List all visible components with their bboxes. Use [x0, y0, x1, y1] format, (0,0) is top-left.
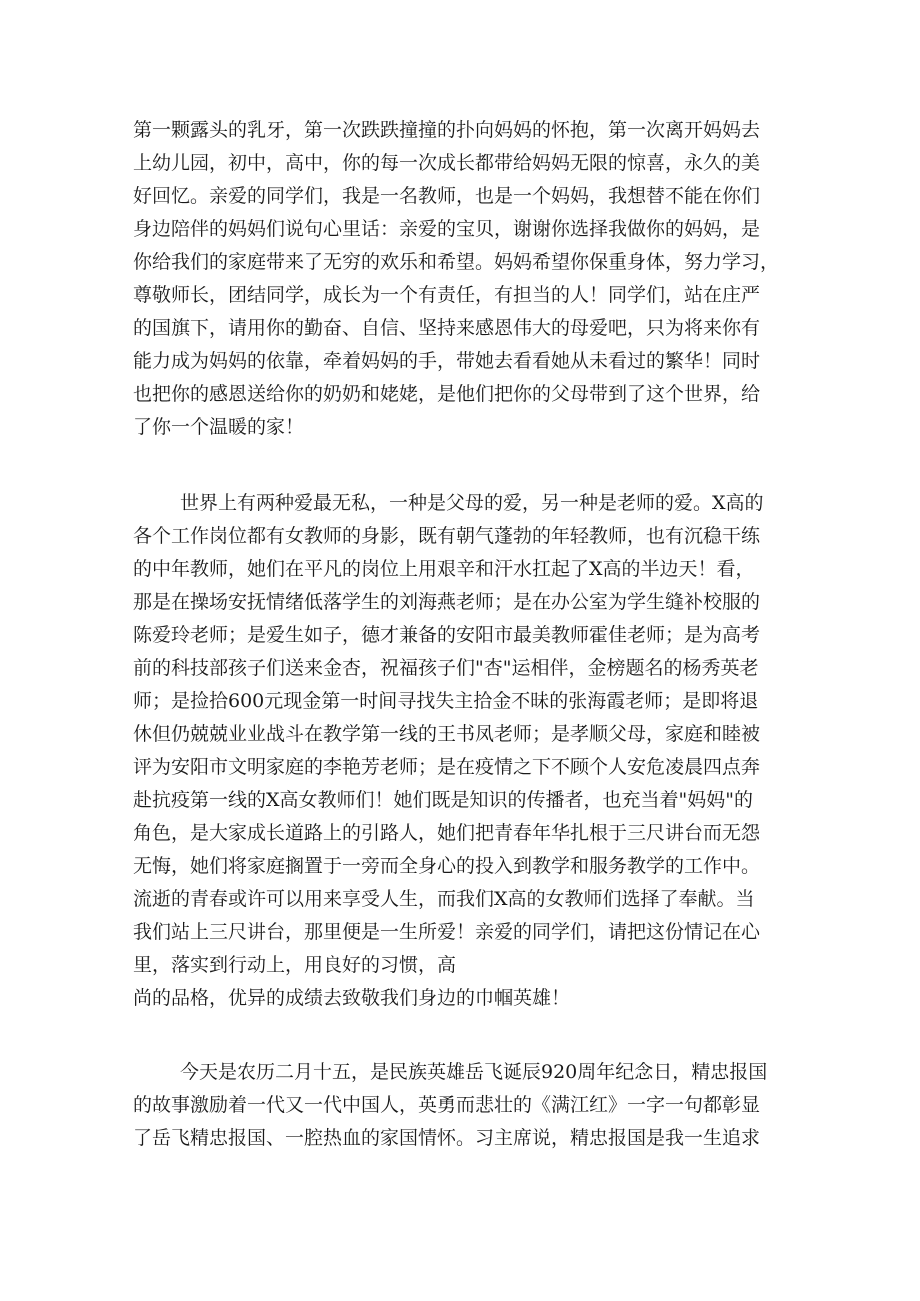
- paragraph-line: 了岳飞精忠报国、一腔热血的家国情怀。习主席说，精忠报国是我一生追求: [133, 1127, 761, 1149]
- paragraph-line: 尚的品格，优异的成绩去致敬我们身边的巾帼英雄！: [133, 987, 571, 1009]
- paragraph-line: 好回忆。亲爱的同学们，我是一名教师，也是一个妈妈，我想替不能在你们: [133, 185, 761, 207]
- paragraph-line: 上幼儿园，初中，高中，你的每一次成长都带给妈妈无限的惊喜，永久的美: [133, 152, 761, 174]
- paragraph-line: 那是在操场安抚情绪低落学生的刘海燕老师；是在办公室为学生缝补校服的: [133, 591, 761, 613]
- paragraph-line: 流逝的青春或许可以用来享受人生，而我们X高的女教师们选择了奉献。当: [133, 888, 755, 910]
- paragraph-line: 能力成为妈妈的依靠，牵着妈妈的手，带她去看看她从未看过的繁华！同时: [133, 350, 761, 372]
- paragraph-line: 也把你的感恩送给你的奶奶和姥姥，是他们把你的父母带到了这个世界，给: [133, 383, 761, 405]
- paragraph-line: 休但仍兢兢业业战斗在教学第一线的王书凤老师；是孝顺父母，家庭和睦被: [133, 723, 761, 745]
- paragraph-line: 今天是农历二月十五，是民族英雄岳飞诞辰920周年纪念日，精忠报国: [180, 1061, 768, 1083]
- paragraph-line: 尊敬师长，团结同学，成长为一个有责任，有担当的人！同学们，站在庄严: [133, 284, 761, 306]
- paragraph-line: 的中年教师，她们在平凡的岗位上用艰辛和汗水扛起了X高的半边天！看，: [133, 558, 755, 580]
- paragraph-line: 了你一个温暖的家！: [133, 416, 305, 438]
- paragraph-line: 你给我们的家庭带来了无穷的欢乐和希望。妈妈希望你保重身体，努力学习，: [133, 251, 780, 273]
- paragraph-line: 师；是捡拾600元现金第一时间寻找失主拾金不昧的张海霞老师；是即将退: [133, 690, 759, 712]
- paragraph-line: 陈爱玲老师；是爱生如子，德才兼备的安阳市最美教师霍佳老师；是为高考: [133, 624, 761, 646]
- paragraph-line: 的故事激励着一代又一代中国人，英勇而悲壮的《满江红》一字一句都彰显: [133, 1094, 761, 1116]
- paragraph-line: 第一颗露头的乳牙，第一次跌跌撞撞的扑向妈妈的怀抱，第一次离开妈妈去: [133, 119, 761, 141]
- paragraph-line: 角色，是大家成长道路上的引路人，她们把青春年华扎根于三尺讲台而无怨: [133, 822, 761, 844]
- paragraph-line: 我们站上三尺讲台，那里便是一生所爱！亲爱的同学们，请把这份情记在心: [133, 921, 761, 943]
- paragraph-line: 的国旗下，请用你的勤奋、自信、坚持来感恩伟大的母爱吧，只为将来你有: [133, 317, 761, 339]
- paragraph-line: 无悔，她们将家庭搁置于一旁而全身心的投入到教学和服务教学的工作中。: [133, 855, 761, 877]
- paragraph-line: 里，落实到行动上，用良好的习惯，高: [133, 954, 457, 976]
- paragraph-line: 评为安阳市文明家庭的李艳芳老师；是在疫情之下不顾个人安危凌晨四点奔: [133, 756, 761, 778]
- paragraph-line: 前的科技部孩子们送来金杏，祝福孩子们"杏"运相伴，金榜题名的杨秀英老: [133, 657, 759, 679]
- paragraph-line: 各个工作岗位都有女教师的身影，既有朝气蓬勃的年轻教师，也有沉稳干练: [133, 525, 761, 547]
- paragraph-line: 世界上有两种爱最无私，一种是父母的爱，另一种是老师的爱。X高的: [180, 492, 764, 514]
- paragraph-line: 赴抗疫第一线的X高女教师们！她们既是知识的传播者，也充当着"妈妈"的: [133, 789, 754, 811]
- paragraph-line: 身边陪伴的妈妈们说句心里话：亲爱的宝贝，谢谢你选择我做你的妈妈，是: [133, 218, 761, 240]
